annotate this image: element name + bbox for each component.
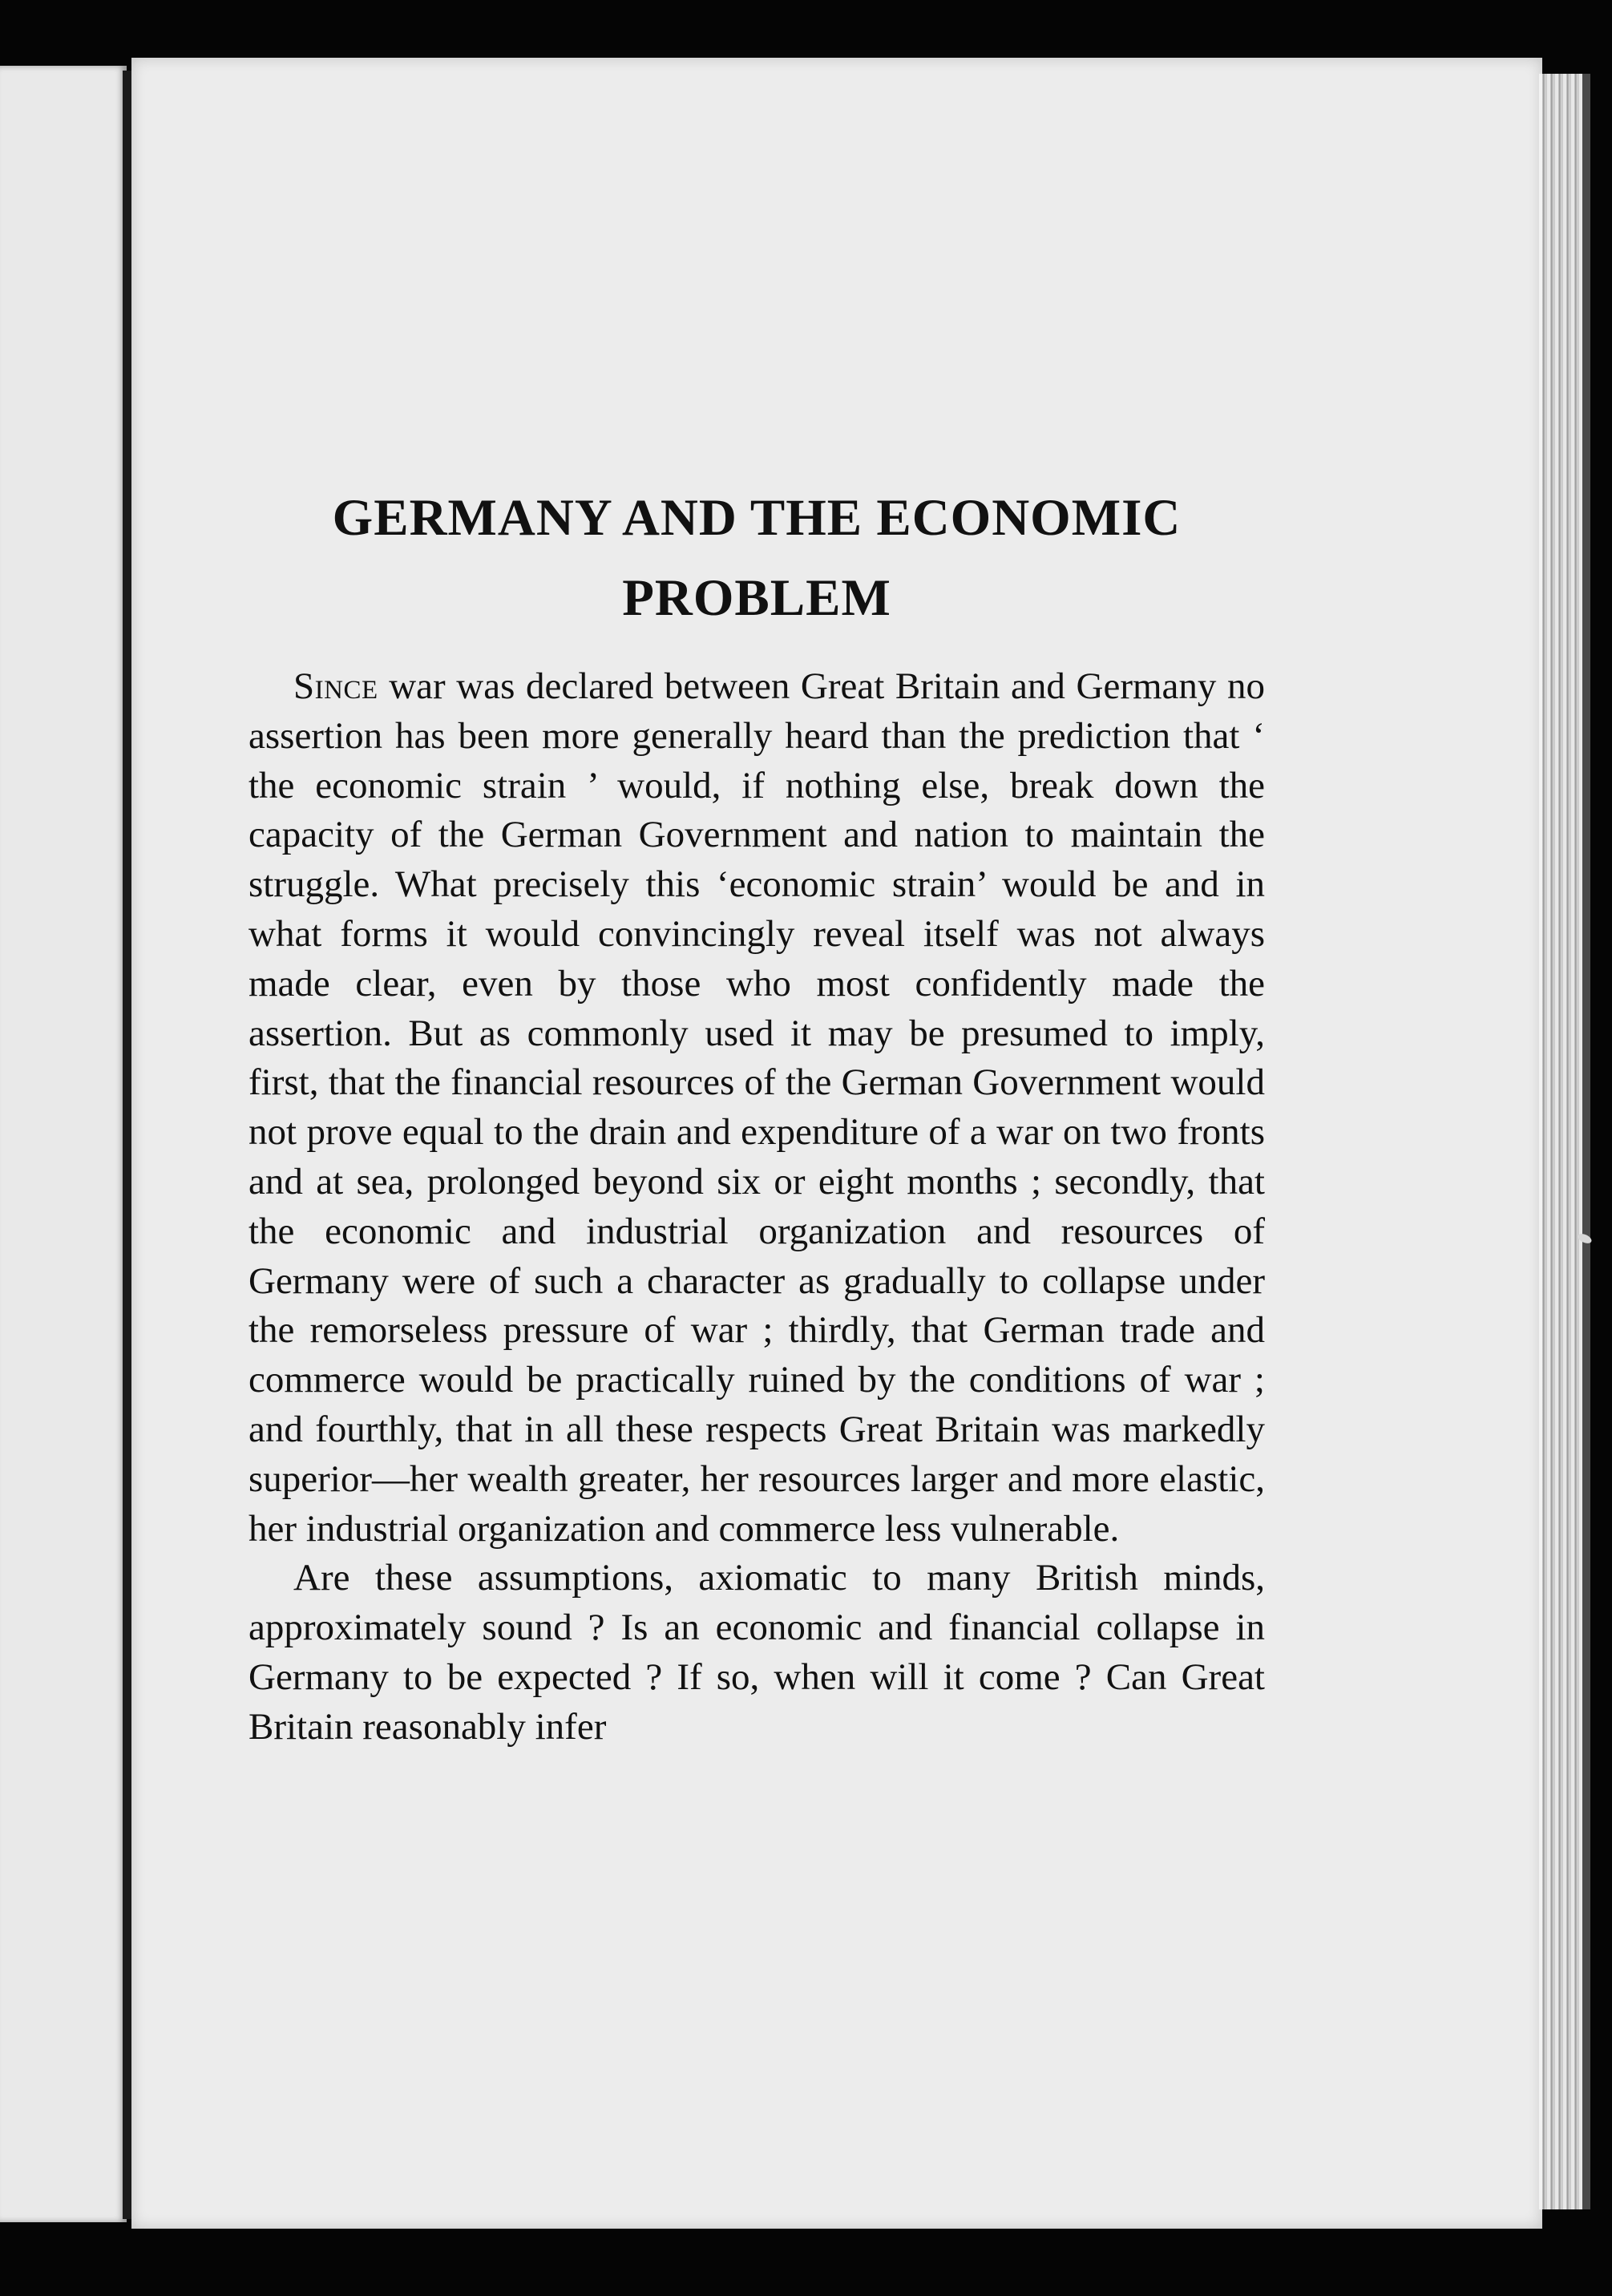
page-content [248,478,1265,1752]
paragraph-2-text: Are these assumptions, axiomatic to many British minds, approximately sound ? Is an economic and financial collapse in Germany to be expected ? If so, when will it come ? Can Great Britain reasonably infer [248,1557,1265,1748]
paragraph-lead-word: Since [293,665,378,707]
paragraph-1-text: war was declared between Great Britain and Germany no assertion has been more generally heard than the prediction that ‘ the economic strain ’ would, if nothing else, break down the capacity of the German Government and nation to maintain the struggle. What precisely this ‘economic strain’ would be and in what forms it would convincingly reveal itself was not always made clear, even by those who most confidently made the assertion. But as commonly used it may be presumed to imply, first, that the financial resources of the German Government would not prove equal to the drain and expenditure of a war on two fronts and at sea, prolonged beyond six or eight months ; secondly, that the economic and industrial organization and resources of Germany were of such a character as gradually to collapse under the remorseless pressure of war ; thirdly, that German trade and commerce would be practically ruined by the conditions of war ; and fourthly, that in all these respects Great Britain was markedly superior—her wealth greater, her resources larger and more elastic, her industrial organization and commerce less vulnerable. [248,665,1265,1550]
page-stack-edge [1539,74,1582,2209]
title-line-2: PROBLEM [622,569,891,627]
paragraph-1 [248,662,1265,1554]
left-page-edge [0,66,127,2222]
chapter-title [248,478,1265,638]
body-text [248,662,1265,1752]
paragraph-2 [248,1554,1265,1752]
title-line-1: GERMANY AND THE ECONOMIC [332,489,1182,547]
page-edge-shadow [1582,74,1590,2209]
